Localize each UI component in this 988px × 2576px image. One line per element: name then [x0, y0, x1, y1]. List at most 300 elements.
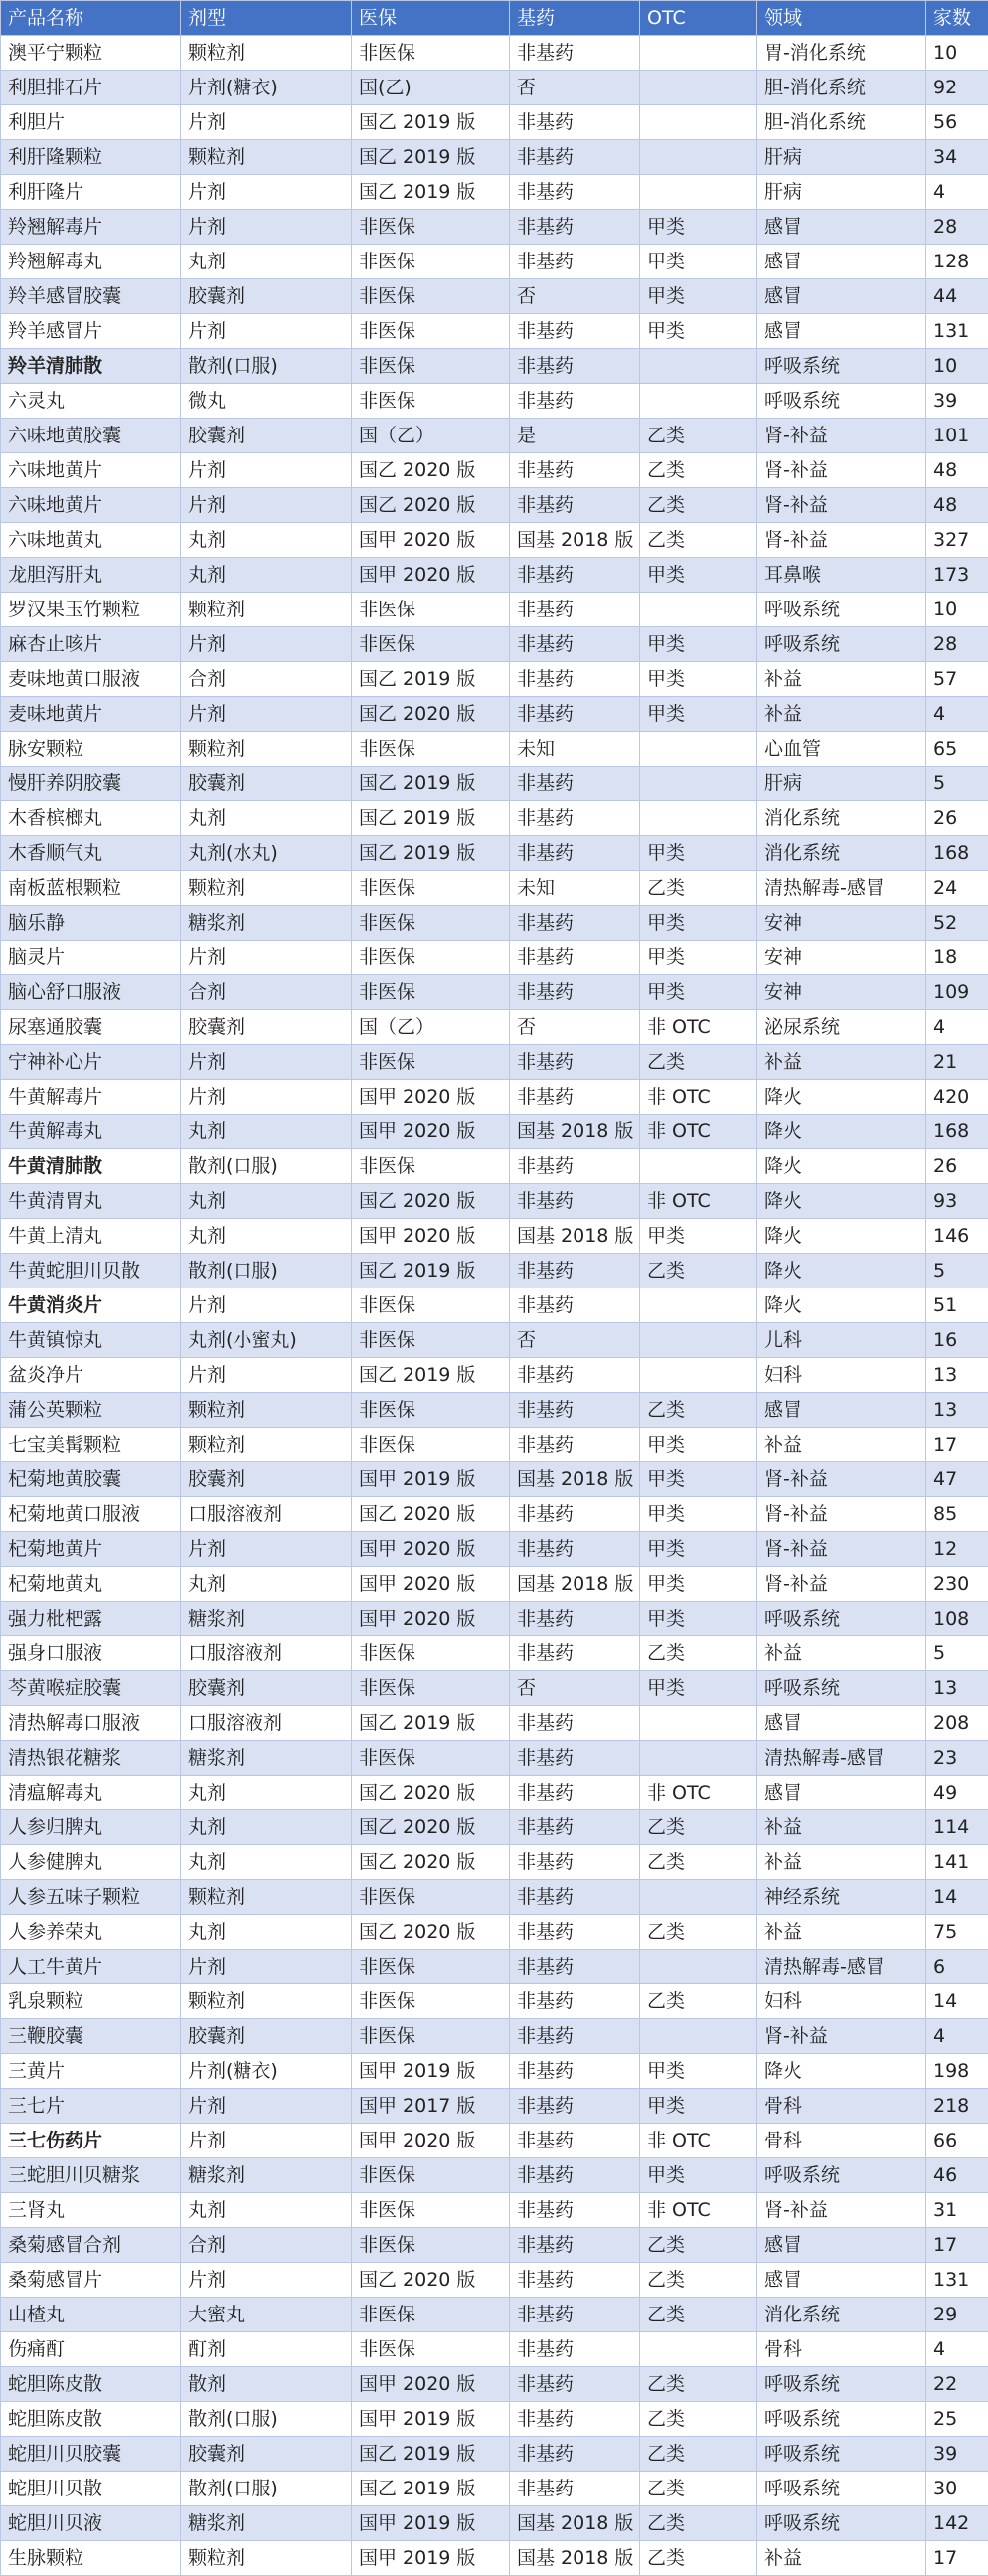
- cell-essential-drug: 非基药: [510, 2472, 640, 2506]
- cell-otc: [640, 593, 757, 627]
- cell-insurance: 非医保: [352, 593, 510, 627]
- cell-therapeutic-area: 肾-补益: [757, 2019, 926, 2054]
- cell-product-name: 脑灵片: [1, 941, 181, 975]
- cell-insurance: 国乙 2020 版: [352, 2263, 510, 2298]
- cell-dosage-form: 片剂: [181, 627, 352, 662]
- cell-dosage-form: 丸剂(水丸): [181, 836, 352, 871]
- cell-therapeutic-area: 补益: [757, 662, 926, 697]
- table-row: [1, 2332, 988, 2367]
- cell-dosage-form: 片剂: [181, 314, 352, 349]
- cell-dosage-form: 糖浆剂: [181, 2158, 352, 2193]
- cell-insurance: 国(乙): [352, 71, 510, 105]
- header-therapeutic-area: 领域: [757, 1, 926, 36]
- cell-manufacturer-count: 141: [926, 1845, 988, 1880]
- cell-otc: 甲类: [640, 1602, 757, 1636]
- cell-manufacturer-count: 52: [926, 906, 988, 941]
- cell-dosage-form: 颗粒剂: [181, 1428, 352, 1462]
- cell-therapeutic-area: 肾-补益: [757, 419, 926, 453]
- cell-product-name: 罗汉果玉竹颗粒: [1, 593, 181, 627]
- cell-insurance: 非医保: [352, 245, 510, 279]
- cell-manufacturer-count: 48: [926, 453, 988, 488]
- table-row: [1, 627, 988, 662]
- cell-therapeutic-area: 消化系统: [757, 836, 926, 871]
- cell-product-name: 宁神补心片: [1, 1045, 181, 1080]
- table-row: [1, 349, 988, 384]
- cell-dosage-form: 合剂: [181, 975, 352, 1010]
- cell-manufacturer-count: 5: [926, 1254, 988, 1288]
- cell-therapeutic-area: 感冒: [757, 245, 926, 279]
- cell-therapeutic-area: 降火: [757, 1254, 926, 1288]
- cell-essential-drug: 否: [510, 71, 640, 105]
- table-row: [1, 1845, 988, 1880]
- table-row: [1, 1428, 988, 1462]
- cell-essential-drug: 非基药: [510, 1915, 640, 1950]
- table-row: [1, 2054, 988, 2089]
- cell-manufacturer-count: 21: [926, 1045, 988, 1080]
- cell-product-name: 伤痛酊: [1, 2332, 181, 2367]
- cell-product-name: 牛黄清肺散: [1, 1149, 181, 1184]
- cell-dosage-form: 糖浆剂: [181, 1602, 352, 1636]
- cell-therapeutic-area: 肾-补益: [757, 1497, 926, 1532]
- cell-otc: 乙类: [640, 419, 757, 453]
- cell-product-name: 人参归脾丸: [1, 1810, 181, 1845]
- cell-manufacturer-count: 327: [926, 523, 988, 558]
- cell-dosage-form: 胶囊剂: [181, 1462, 352, 1497]
- cell-dosage-form: 颗粒剂: [181, 2541, 352, 2576]
- cell-essential-drug: 非基药: [510, 1393, 640, 1428]
- cell-therapeutic-area: 清热解毒-感冒: [757, 1741, 926, 1776]
- cell-manufacturer-count: 4: [926, 2019, 988, 2054]
- cell-otc: 甲类: [640, 1462, 757, 1497]
- cell-therapeutic-area: 肾-补益: [757, 523, 926, 558]
- cell-product-name: 六味地黄胶囊: [1, 419, 181, 453]
- cell-manufacturer-count: 28: [926, 210, 988, 245]
- cell-dosage-form: 胶囊剂: [181, 2437, 352, 2472]
- cell-insurance: 非医保: [352, 2193, 510, 2228]
- cell-essential-drug: 非基药: [510, 836, 640, 871]
- cell-essential-drug: 非基药: [510, 2054, 640, 2089]
- cell-dosage-form: 口服溶液剂: [181, 1497, 352, 1532]
- cell-otc: 乙类: [640, 488, 757, 523]
- cell-otc: 甲类: [640, 2158, 757, 2193]
- cell-essential-drug: 非基药: [510, 767, 640, 801]
- cell-therapeutic-area: 感冒: [757, 1393, 926, 1428]
- cell-manufacturer-count: 49: [926, 1776, 988, 1810]
- cell-therapeutic-area: 肾-补益: [757, 2193, 926, 2228]
- cell-essential-drug: 否: [510, 1010, 640, 1045]
- table-row: [1, 732, 988, 767]
- table-row: [1, 1115, 988, 1149]
- cell-dosage-form: 丸剂: [181, 1845, 352, 1880]
- cell-therapeutic-area: 消化系统: [757, 801, 926, 836]
- cell-manufacturer-count: 56: [926, 105, 988, 140]
- table-row: [1, 36, 988, 71]
- cell-therapeutic-area: 儿科: [757, 1323, 926, 1358]
- cell-dosage-form: 丸剂: [181, 801, 352, 836]
- cell-therapeutic-area: 补益: [757, 1428, 926, 1462]
- cell-therapeutic-area: 清热解毒-感冒: [757, 1950, 926, 1984]
- cell-product-name: 六味地黄片: [1, 488, 181, 523]
- header-dosage-form: 剂型: [181, 1, 352, 36]
- cell-therapeutic-area: 感冒: [757, 314, 926, 349]
- table-row: [1, 1462, 988, 1497]
- cell-product-name: 羚羊感冒片: [1, 314, 181, 349]
- cell-manufacturer-count: 26: [926, 1149, 988, 1184]
- cell-manufacturer-count: 5: [926, 1636, 988, 1671]
- cell-essential-drug: 非基药: [510, 384, 640, 419]
- table-row: [1, 2124, 988, 2158]
- table-row: [1, 1393, 988, 1428]
- table-row: [1, 210, 988, 245]
- cell-insurance: 非医保: [352, 2019, 510, 2054]
- cell-product-name: 麦味地黄片: [1, 697, 181, 732]
- cell-manufacturer-count: 14: [926, 1984, 988, 2019]
- cell-therapeutic-area: 降火: [757, 1149, 926, 1184]
- cell-dosage-form: 片剂: [181, 1358, 352, 1393]
- cell-product-name: 脑心舒口服液: [1, 975, 181, 1010]
- cell-product-name: 牛黄消炎片: [1, 1288, 181, 1323]
- cell-product-name: 牛黄解毒丸: [1, 1115, 181, 1149]
- cell-product-name: 生脉颗粒: [1, 2541, 181, 2576]
- cell-therapeutic-area: 骨科: [757, 2124, 926, 2158]
- cell-dosage-form: 微丸: [181, 384, 352, 419]
- cell-therapeutic-area: 呼吸系统: [757, 1602, 926, 1636]
- cell-otc: 甲类: [640, 1428, 757, 1462]
- cell-otc: [640, 801, 757, 836]
- cell-product-name: 清热银花糖浆: [1, 1741, 181, 1776]
- cell-product-name: 人参五味子颗粒: [1, 1880, 181, 1915]
- cell-essential-drug: 否: [510, 1323, 640, 1358]
- cell-otc: 乙类: [640, 2402, 757, 2437]
- cell-essential-drug: 国基 2018 版: [510, 1567, 640, 1602]
- cell-essential-drug: 非基药: [510, 2298, 640, 2332]
- cell-manufacturer-count: 39: [926, 2437, 988, 2472]
- table-row: [1, 1950, 988, 1984]
- cell-dosage-form: 胶囊剂: [181, 419, 352, 453]
- header-otc: OTC: [640, 1, 757, 36]
- cell-therapeutic-area: 骨科: [757, 2332, 926, 2367]
- cell-product-name: 杞菊地黄丸: [1, 1567, 181, 1602]
- cell-therapeutic-area: 补益: [757, 1045, 926, 1080]
- cell-insurance: 国甲 2019 版: [352, 2054, 510, 2089]
- cell-product-name: 盆炎净片: [1, 1358, 181, 1393]
- cell-manufacturer-count: 30: [926, 2472, 988, 2506]
- table-row: [1, 140, 988, 175]
- cell-dosage-form: 颗粒剂: [181, 1880, 352, 1915]
- cell-essential-drug: 非基药: [510, 1880, 640, 1915]
- cell-insurance: 国甲 2020 版: [352, 1115, 510, 1149]
- cell-otc: 甲类: [640, 1567, 757, 1602]
- cell-otc: [640, 2332, 757, 2367]
- cell-manufacturer-count: 12: [926, 1532, 988, 1567]
- cell-insurance: 非医保: [352, 1950, 510, 1984]
- cell-essential-drug: 非基药: [510, 975, 640, 1010]
- cell-otc: 甲类: [640, 558, 757, 593]
- cell-insurance: 非医保: [352, 2332, 510, 2367]
- cell-manufacturer-count: 6: [926, 1950, 988, 1984]
- table-row: [1, 1323, 988, 1358]
- cell-essential-drug: 非基药: [510, 1950, 640, 1984]
- cell-insurance: 国甲 2017 版: [352, 2089, 510, 2124]
- header-product-name: 产品名称: [1, 1, 181, 36]
- table-row: [1, 1706, 988, 1741]
- cell-insurance: 非医保: [352, 384, 510, 419]
- cell-product-name: 利胆排石片: [1, 71, 181, 105]
- table-row: [1, 1184, 988, 1219]
- cell-essential-drug: 非基药: [510, 1254, 640, 1288]
- cell-therapeutic-area: 呼吸系统: [757, 1671, 926, 1706]
- cell-therapeutic-area: 降火: [757, 1115, 926, 1149]
- cell-otc: 甲类: [640, 941, 757, 975]
- cell-otc: 乙类: [640, 2472, 757, 2506]
- cell-essential-drug: 国基 2018 版: [510, 2506, 640, 2541]
- cell-manufacturer-count: 10: [926, 36, 988, 71]
- cell-dosage-form: 片剂(糖衣): [181, 71, 352, 105]
- cell-therapeutic-area: 骨科: [757, 2089, 926, 2124]
- cell-dosage-form: 片剂: [181, 2124, 352, 2158]
- cell-otc: 乙类: [640, 1254, 757, 1288]
- cell-product-name: 强身口服液: [1, 1636, 181, 1671]
- cell-product-name: 慢肝养阴胶囊: [1, 767, 181, 801]
- cell-essential-drug: 非基药: [510, 2437, 640, 2472]
- cell-product-name: 牛黄解毒片: [1, 1080, 181, 1115]
- cell-otc: [640, 1706, 757, 1741]
- table-row: [1, 871, 988, 906]
- cell-insurance: 非医保: [352, 1149, 510, 1184]
- cell-manufacturer-count: 65: [926, 732, 988, 767]
- cell-otc: [640, 1288, 757, 1323]
- cell-manufacturer-count: 108: [926, 1602, 988, 1636]
- cell-essential-drug: 非基药: [510, 1602, 640, 1636]
- cell-insurance: 国乙 2020 版: [352, 1915, 510, 1950]
- cell-manufacturer-count: 18: [926, 941, 988, 975]
- table-row: [1, 2263, 988, 2298]
- cell-essential-drug: 非基药: [510, 1358, 640, 1393]
- cell-manufacturer-count: 5: [926, 767, 988, 801]
- cell-product-name: 蛇胆川贝散: [1, 2472, 181, 2506]
- cell-otc: 乙类: [640, 523, 757, 558]
- cell-therapeutic-area: 呼吸系统: [757, 593, 926, 627]
- cell-insurance: 非医保: [352, 1984, 510, 2019]
- cell-therapeutic-area: 呼吸系统: [757, 2472, 926, 2506]
- cell-dosage-form: 胶囊剂: [181, 1010, 352, 1045]
- cell-insurance: 非医保: [352, 975, 510, 1010]
- cell-essential-drug: 非基药: [510, 697, 640, 732]
- table-row: [1, 941, 988, 975]
- cell-essential-drug: 非基药: [510, 2158, 640, 2193]
- cell-manufacturer-count: 28: [926, 627, 988, 662]
- cell-insurance: 国甲 2020 版: [352, 558, 510, 593]
- cell-product-name: 清瘟解毒丸: [1, 1776, 181, 1810]
- cell-manufacturer-count: 4: [926, 697, 988, 732]
- cell-otc: 乙类: [640, 1045, 757, 1080]
- cell-manufacturer-count: 22: [926, 2367, 988, 2402]
- cell-dosage-form: 散剂(口服): [181, 2402, 352, 2437]
- table-row: [1, 2193, 988, 2228]
- cell-product-name: 人参健脾丸: [1, 1845, 181, 1880]
- table-row: [1, 2367, 988, 2402]
- cell-essential-drug: 非基药: [510, 175, 640, 210]
- cell-product-name: 尿塞通胶囊: [1, 1010, 181, 1045]
- cell-dosage-form: 片剂: [181, 1045, 352, 1080]
- cell-therapeutic-area: 感冒: [757, 279, 926, 314]
- cell-insurance: 国甲 2020 版: [352, 2367, 510, 2402]
- cell-therapeutic-area: 呼吸系统: [757, 2367, 926, 2402]
- header-row: [1, 1, 988, 36]
- table-row: [1, 1045, 988, 1080]
- cell-manufacturer-count: 34: [926, 140, 988, 175]
- cell-therapeutic-area: 感冒: [757, 1776, 926, 1810]
- table-row: [1, 1776, 988, 1810]
- cell-otc: [640, 71, 757, 105]
- cell-otc: 非 OTC: [640, 2124, 757, 2158]
- cell-insurance: 非医保: [352, 1880, 510, 1915]
- cell-manufacturer-count: 29: [926, 2298, 988, 2332]
- cell-therapeutic-area: 耳鼻喉: [757, 558, 926, 593]
- cell-therapeutic-area: 补益: [757, 1915, 926, 1950]
- cell-insurance: 国乙 2020 版: [352, 453, 510, 488]
- cell-product-name: 麦味地黄口服液: [1, 662, 181, 697]
- cell-insurance: 国乙 2019 版: [352, 2437, 510, 2472]
- cell-therapeutic-area: 妇科: [757, 1984, 926, 2019]
- cell-otc: [640, 1323, 757, 1358]
- cell-essential-drug: 非基药: [510, 1288, 640, 1323]
- cell-manufacturer-count: 13: [926, 1671, 988, 1706]
- cell-essential-drug: 非基药: [510, 1532, 640, 1567]
- cell-product-name: 强力枇杷露: [1, 1602, 181, 1636]
- table-row: [1, 1984, 988, 2019]
- cell-insurance: 国乙 2019 版: [352, 105, 510, 140]
- table-row: [1, 2437, 988, 2472]
- cell-product-name: 羚羊感冒胶囊: [1, 279, 181, 314]
- cell-manufacturer-count: 4: [926, 175, 988, 210]
- cell-therapeutic-area: 胆-消化系统: [757, 105, 926, 140]
- cell-otc: 乙类: [640, 2506, 757, 2541]
- table-row: [1, 2541, 988, 2576]
- cell-dosage-form: 散剂(口服): [181, 1254, 352, 1288]
- cell-insurance: 非医保: [352, 1741, 510, 1776]
- cell-essential-drug: 非基药: [510, 1845, 640, 1880]
- cell-insurance: 国乙 2019 版: [352, 175, 510, 210]
- cell-otc: 乙类: [640, 2437, 757, 2472]
- cell-essential-drug: 非基药: [510, 2089, 640, 2124]
- cell-insurance: 非医保: [352, 2228, 510, 2263]
- cell-therapeutic-area: 消化系统: [757, 2298, 926, 2332]
- cell-dosage-form: 片剂: [181, 2089, 352, 2124]
- cell-insurance: 非医保: [352, 36, 510, 71]
- cell-therapeutic-area: 肝病: [757, 767, 926, 801]
- cell-otc: [640, 1149, 757, 1184]
- cell-manufacturer-count: 92: [926, 71, 988, 105]
- cell-therapeutic-area: 呼吸系统: [757, 349, 926, 384]
- cell-product-name: 羚翘解毒片: [1, 210, 181, 245]
- cell-manufacturer-count: 420: [926, 1080, 988, 1115]
- cell-therapeutic-area: 呼吸系统: [757, 2437, 926, 2472]
- cell-dosage-form: 胶囊剂: [181, 2019, 352, 2054]
- table-row: [1, 2402, 988, 2437]
- cell-dosage-form: 片剂: [181, 697, 352, 732]
- cell-essential-drug: 非基药: [510, 1741, 640, 1776]
- cell-product-name: 杞菊地黄片: [1, 1532, 181, 1567]
- cell-otc: 甲类: [640, 906, 757, 941]
- cell-product-name: 利胆片: [1, 105, 181, 140]
- cell-product-name: 蛇胆川贝胶囊: [1, 2437, 181, 2472]
- cell-manufacturer-count: 93: [926, 1184, 988, 1219]
- cell-dosage-form: 丸剂: [181, 2193, 352, 2228]
- cell-otc: [640, 2019, 757, 2054]
- cell-therapeutic-area: 补益: [757, 1636, 926, 1671]
- cell-dosage-form: 丸剂(小蜜丸): [181, 1323, 352, 1358]
- table-row: [1, 1567, 988, 1602]
- cell-manufacturer-count: 10: [926, 349, 988, 384]
- cell-dosage-form: 片剂: [181, 1950, 352, 1984]
- cell-product-name: 杞菊地黄口服液: [1, 1497, 181, 1532]
- table-row: [1, 2158, 988, 2193]
- cell-otc: [640, 36, 757, 71]
- cell-product-name: 三肾丸: [1, 2193, 181, 2228]
- table-row: [1, 1602, 988, 1636]
- cell-manufacturer-count: 168: [926, 1115, 988, 1149]
- cell-therapeutic-area: 肝病: [757, 140, 926, 175]
- cell-product-name: 人参养荣丸: [1, 1915, 181, 1950]
- cell-therapeutic-area: 降火: [757, 1080, 926, 1115]
- cell-dosage-form: 片剂: [181, 210, 352, 245]
- cell-therapeutic-area: 安神: [757, 906, 926, 941]
- cell-manufacturer-count: 48: [926, 488, 988, 523]
- cell-insurance: 非医保: [352, 906, 510, 941]
- cell-insurance: 非医保: [352, 1323, 510, 1358]
- cell-essential-drug: 非基药: [510, 488, 640, 523]
- cell-essential-drug: 非基药: [510, 36, 640, 71]
- table-row: [1, 245, 988, 279]
- cell-insurance: 非医保: [352, 2298, 510, 2332]
- cell-insurance: 非医保: [352, 1393, 510, 1428]
- cell-insurance: 非医保: [352, 349, 510, 384]
- cell-otc: [640, 384, 757, 419]
- cell-product-name: 南板蓝根颗粒: [1, 871, 181, 906]
- cell-manufacturer-count: 131: [926, 314, 988, 349]
- table-row: [1, 175, 988, 210]
- cell-insurance: 国甲 2019 版: [352, 1462, 510, 1497]
- cell-dosage-form: 片剂: [181, 105, 352, 140]
- cell-essential-drug: 非基药: [510, 1706, 640, 1741]
- cell-otc: 非 OTC: [640, 1776, 757, 1810]
- table-row: [1, 1915, 988, 1950]
- cell-therapeutic-area: 肾-补益: [757, 1567, 926, 1602]
- cell-essential-drug: 非基药: [510, 1428, 640, 1462]
- cell-essential-drug: 非基药: [510, 349, 640, 384]
- cell-therapeutic-area: 补益: [757, 2541, 926, 2576]
- cell-dosage-form: 丸剂: [181, 1115, 352, 1149]
- cell-manufacturer-count: 31: [926, 2193, 988, 2228]
- cell-manufacturer-count: 66: [926, 2124, 988, 2158]
- cell-essential-drug: 否: [510, 1671, 640, 1706]
- cell-dosage-form: 片剂: [181, 941, 352, 975]
- table-body: [1, 36, 988, 2576]
- cell-manufacturer-count: 142: [926, 2506, 988, 2541]
- cell-essential-drug: 非基药: [510, 210, 640, 245]
- cell-otc: 甲类: [640, 279, 757, 314]
- cell-otc: 甲类: [640, 836, 757, 871]
- cell-dosage-form: 丸剂: [181, 1810, 352, 1845]
- cell-otc: [640, 1950, 757, 1984]
- cell-manufacturer-count: 85: [926, 1497, 988, 1532]
- cell-insurance: 非医保: [352, 1045, 510, 1080]
- table-row: [1, 419, 988, 453]
- cell-otc: 甲类: [640, 1497, 757, 1532]
- cell-insurance: 国乙 2019 版: [352, 140, 510, 175]
- cell-manufacturer-count: 39: [926, 384, 988, 419]
